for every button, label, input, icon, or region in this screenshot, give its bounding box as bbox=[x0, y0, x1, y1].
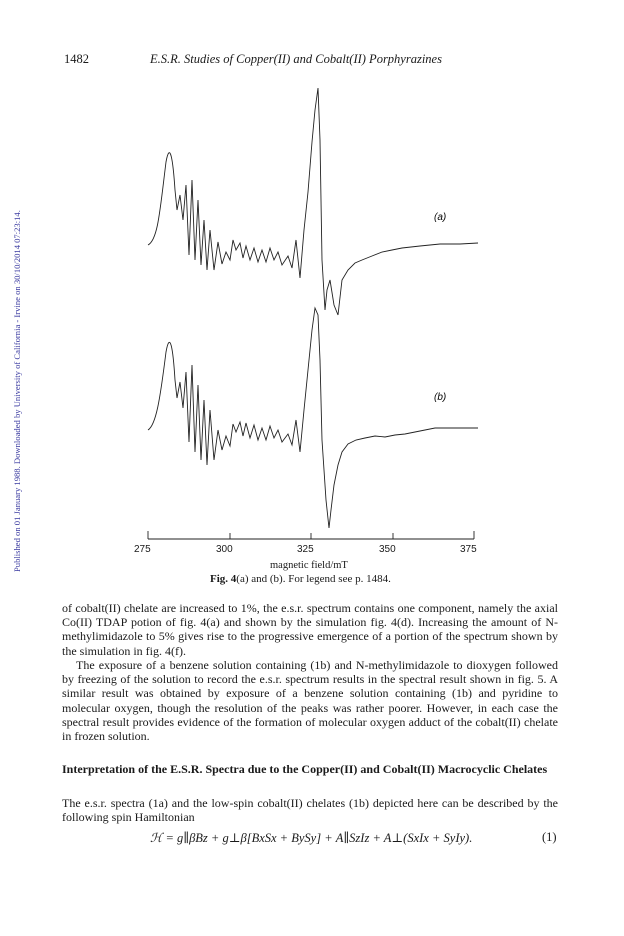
tick-label-275: 275 bbox=[134, 544, 151, 555]
running-title: E.S.R. Studies of Copper(II) and Cobalt(II) Porphyrazines bbox=[150, 52, 442, 66]
paragraph-3: The e.s.r. spectra (1a) and the low-spin cobalt(II) chelates (1b) depicted here can be described by the following spin Hamiltonian bbox=[62, 796, 558, 825]
tick-label-300: 300 bbox=[216, 544, 233, 555]
axis-title: magnetic field/mT bbox=[270, 560, 348, 571]
page-number: 1482 bbox=[64, 52, 89, 66]
figure-caption bbox=[210, 573, 391, 585]
paragraph-1: of cobalt(II) chelate are increased to 1%, the e.s.r. spectrum contains one component, namely the axial Co(II) TDAP potion of fig. 4(a) and shown by the simulation fig. 4(d). Increasing the amount of N-methylimidazole to 5% gives rise to the progressive emergence of a portion of the spectrum shown by the simulation in fig. 4(f). bbox=[62, 601, 558, 658]
spectrum-svg bbox=[140, 80, 490, 550]
download-notice bbox=[4, 132, 20, 572]
spectrum-trace-b bbox=[148, 308, 478, 528]
section-heading: Interpretation of the E.S.R. Spectra due to the Copper(II) and Cobalt(II) Macrocyclic Chelates bbox=[62, 762, 548, 776]
spin-hamiltonian-equation: ℋ = g∥βBz + g⊥β[BxSx + BySy] + A∥SzIz + A⊥(SxIx + SyIy). bbox=[150, 831, 473, 845]
esr-spectrum-figure bbox=[134, 80, 490, 555]
figure-caption-label: Fig. 4 bbox=[210, 573, 237, 585]
tick-label-350: 350 bbox=[379, 544, 396, 555]
equation-number: (1) bbox=[542, 830, 557, 844]
figure-caption-text: (a) and (b). For legend see p. 1484. bbox=[236, 573, 391, 585]
trace-label-b: (b) bbox=[434, 392, 447, 403]
paragraph-2: The exposure of a benzene solution containing (1b) and N-methylimidazole to dioxygen followed by freezing of the solution to record the e.s.r. spectrum results in the spectral result shown in fig. 5. A similar result was obtained by exposure of a benzene solution containing (1b) and pyridine to molecular oxygen, though the resolution of the peaks was rather poorer. However, in each case the spectral result provides evidence of the formation of molecular oxygen adduct of the cobalt(II) chelate in frozen solution. bbox=[62, 658, 558, 744]
spectrum-trace-a bbox=[148, 88, 478, 315]
trace-label-a: (a) bbox=[434, 212, 447, 223]
tick-label-325: 325 bbox=[297, 544, 314, 555]
download-notice-text: Published on 01 January 1988. Downloaded by University of California - Irvine on 30/10/2014 07:23:14. bbox=[12, 210, 22, 572]
tick-label-375: 375 bbox=[460, 544, 477, 555]
